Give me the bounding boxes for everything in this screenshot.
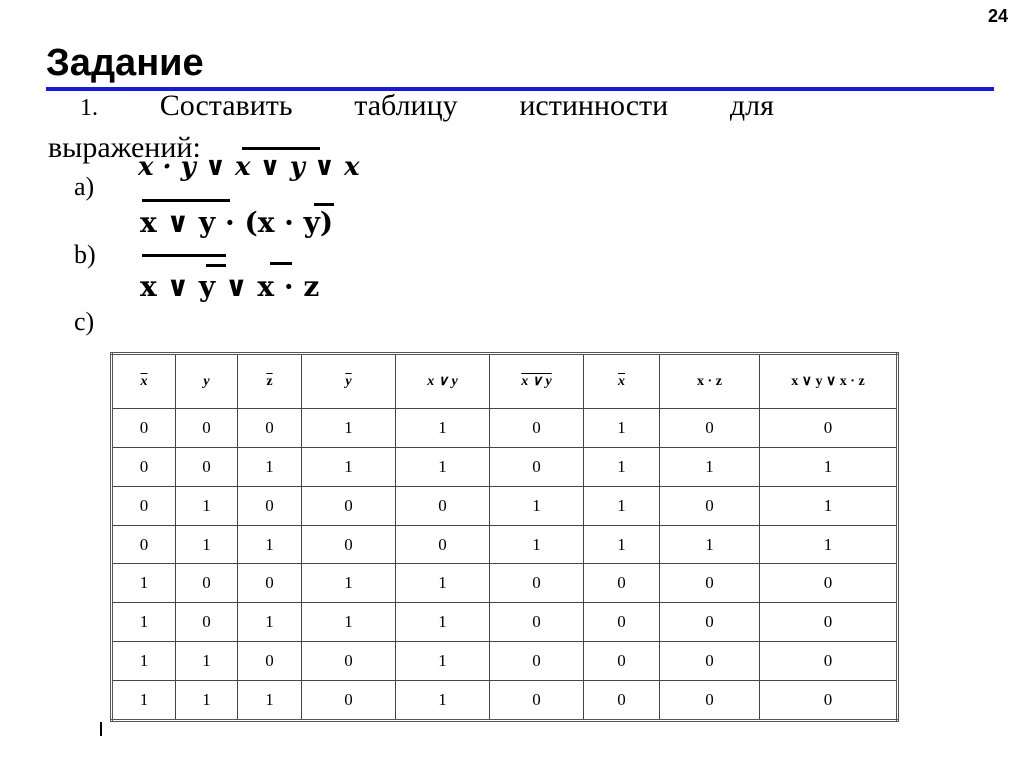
item-c-expression: x ∨ y ∨ x · z [140, 270, 320, 303]
table-cell: 1 [396, 642, 490, 681]
table-cell: 0 [584, 603, 660, 642]
page-number: 24 [987, 6, 1008, 26]
table-cell: 0 [396, 486, 490, 525]
table-cell: 1 [238, 681, 302, 721]
item-c-overline-1 [142, 254, 226, 257]
header-cell: x ∨ y [490, 354, 584, 409]
header-cell: $\overline{x}$ [112, 354, 176, 409]
table-cell: 1 [584, 409, 660, 448]
task-word-4: для [729, 89, 774, 122]
task-word-1: Составить [159, 89, 293, 122]
item-c-overline-3 [270, 262, 292, 265]
table-cell: 0 [176, 409, 238, 448]
table-cell: 0 [238, 564, 302, 603]
table-cell: 1 [584, 486, 660, 525]
table-cell: 0 [490, 409, 584, 448]
table-row [112, 603, 898, 642]
table-cell: 1 [176, 525, 238, 564]
table-cell: 0 [112, 525, 176, 564]
table-header-row [112, 354, 898, 409]
table-cell: 1 [584, 525, 660, 564]
table-cell: 1 [760, 447, 898, 486]
table-cell: 0 [112, 447, 176, 486]
table-cell: 0 [660, 486, 760, 525]
table-cell: 1 [660, 525, 760, 564]
header-cell: $\overline{y}$ [302, 354, 396, 409]
item-b-expression: x ∨ y · (x · y) [140, 206, 334, 239]
table-cell: 1 [584, 447, 660, 486]
table-cell: 1 [760, 486, 898, 525]
item-a-label: a) [74, 172, 95, 201]
table-cell: 1 [238, 447, 302, 486]
item-c-overline-2 [206, 264, 226, 267]
table-cell: 0 [396, 525, 490, 564]
table-cell: 1 [760, 525, 898, 564]
table-cell: 1 [112, 603, 176, 642]
truth-table [110, 352, 899, 722]
table-row [112, 642, 898, 681]
stray-mark [100, 722, 102, 736]
table-cell: 1 [302, 447, 396, 486]
table-cell: 0 [238, 409, 302, 448]
header-cell: $\overline{z}$ [238, 354, 302, 409]
table-cell: 0 [112, 486, 176, 525]
table-cell: 0 [660, 564, 760, 603]
item-b-overline-1 [142, 199, 230, 202]
table-cell: 0 [176, 603, 238, 642]
table-cell: 0 [660, 642, 760, 681]
header-cell: $\overline{x}$ [584, 354, 660, 409]
table-cell: 0 [302, 642, 396, 681]
table-cell: 0 [760, 603, 898, 642]
item-c-label: c) [74, 307, 95, 336]
table-cell: 1 [302, 564, 396, 603]
item-b-overline-2 [314, 203, 334, 206]
task-number: 1. [80, 95, 98, 121]
table-cell: 1 [176, 681, 238, 721]
header-cell: x ∨ y [396, 354, 490, 409]
table-cell: 1 [238, 525, 302, 564]
table-cell: 1 [490, 525, 584, 564]
table-row [112, 447, 898, 486]
table-cell: 0 [760, 409, 898, 448]
header-cell: x · z [660, 354, 760, 409]
table-cell: 1 [112, 642, 176, 681]
table-cell: 1 [302, 603, 396, 642]
table-cell: 0 [490, 642, 584, 681]
task-word-3: истинности [519, 89, 669, 122]
table-cell: 0 [660, 409, 760, 448]
table-cell: 0 [584, 564, 660, 603]
table-cell: 1 [396, 564, 490, 603]
table-cell: 1 [176, 486, 238, 525]
table-cell: 0 [176, 564, 238, 603]
table-cell: 0 [760, 681, 898, 721]
table-cell: 0 [176, 447, 238, 486]
table-cell: 1 [396, 603, 490, 642]
table-cell: 0 [584, 642, 660, 681]
table-cell: 1 [660, 447, 760, 486]
table-cell: 0 [490, 603, 584, 642]
table-cell: 0 [760, 564, 898, 603]
table-row [112, 409, 898, 448]
slide-title: Задание [46, 42, 204, 84]
table-cell: 1 [490, 486, 584, 525]
item-a-expression: x · y ∨ x ∨ y ∨ x [138, 152, 360, 182]
task-line-1 [80, 89, 774, 123]
table-cell: 1 [396, 681, 490, 721]
table-row [112, 525, 898, 564]
table-row [112, 564, 898, 603]
table-cell: 0 [660, 681, 760, 721]
table-cell: 0 [238, 486, 302, 525]
table-cell: 0 [660, 603, 760, 642]
table-cell: 0 [302, 486, 396, 525]
table-cell: 0 [302, 681, 396, 721]
table-cell: 1 [176, 642, 238, 681]
table-cell: 1 [112, 564, 176, 603]
table-cell: 1 [238, 603, 302, 642]
item-a-overline [242, 147, 320, 150]
item-b-label: b) [74, 240, 96, 269]
table-row [112, 681, 898, 721]
table-cell: 1 [396, 447, 490, 486]
table-cell: 0 [112, 409, 176, 448]
task-word-2: таблицу [354, 89, 458, 122]
table-cell: 0 [584, 681, 660, 721]
table-cell: 0 [490, 447, 584, 486]
table-cell: 0 [760, 642, 898, 681]
header-cell: y [176, 354, 238, 409]
table-cell: 0 [238, 642, 302, 681]
table-row [112, 486, 898, 525]
table-cell: 0 [302, 525, 396, 564]
task-line-2: выражений: [48, 131, 201, 164]
table-cell: 0 [490, 564, 584, 603]
table-cell: 0 [490, 681, 584, 721]
table-cell: 1 [302, 409, 396, 448]
table-cell: 1 [112, 681, 176, 721]
table-cell: 1 [396, 409, 490, 448]
header-cell: x ∨ y ∨ x · z [760, 354, 898, 409]
